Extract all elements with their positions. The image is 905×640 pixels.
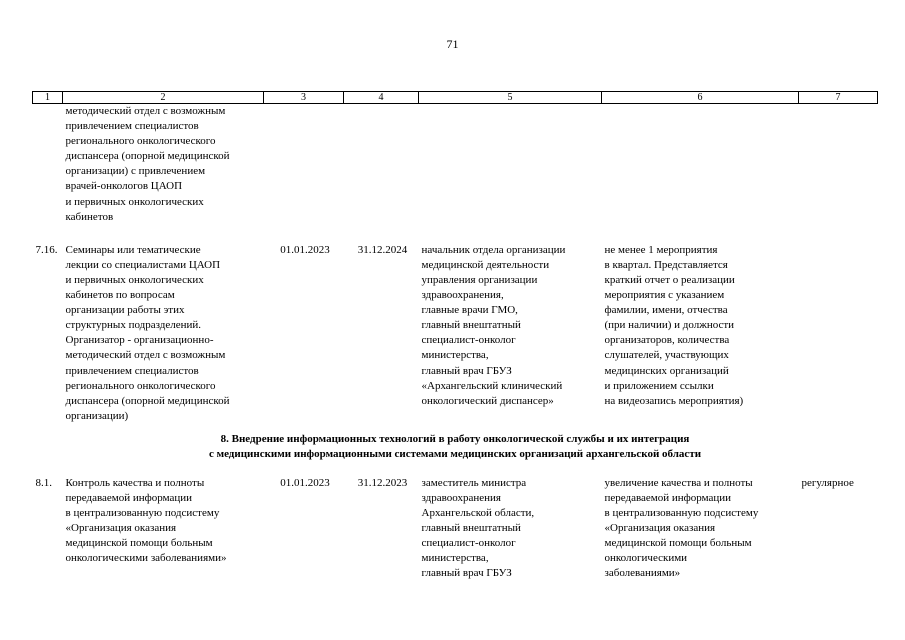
header-col-6: 6 xyxy=(602,92,799,104)
continuation-result xyxy=(602,104,799,225)
row-number: 8.1. xyxy=(35,476,52,489)
header-col-7: 7 xyxy=(799,92,878,104)
continuation-description: методический отдел с возможным привлечением специалистов регионального онкологического диспансера (опорной медицинской организации) с привлечением врачей-онкологов ЦАОП и первичных онкологических кабинетов xyxy=(65,105,230,223)
row-end-date: 31.12.2023 xyxy=(357,476,408,489)
row-periodicity xyxy=(799,243,878,424)
row-spacer xyxy=(33,225,878,243)
header-col-2: 2 xyxy=(63,92,264,104)
table-row-8-1 xyxy=(33,476,878,582)
row-responsible: заместитель министра здравоохранения Архангельской области, главный внештатный специалист-онколог министерства, главный врач ГБУЗ xyxy=(421,476,535,580)
continuation-periodicity xyxy=(799,104,878,225)
header-col-3: 3 xyxy=(264,92,344,104)
section-title-line-2: с медицинскими информационными системами медицинских организаций архангельской области xyxy=(208,447,702,460)
row-end-date: 31.12.2024 xyxy=(357,243,408,256)
row-periodicity: регулярное xyxy=(801,476,854,489)
row-result: увеличение качества и полноты передаваемой информации в централизованную подсистему «Организация оказания медицинской помощи больным онкологическими заболеваниями» xyxy=(604,476,759,580)
row-start-date: 01.01.2023 xyxy=(280,243,330,256)
table-header-row xyxy=(33,92,878,104)
row-description: Семинары или тематические лекции со специалистами ЦАОП и первичных онкологических кабинетов по вопросам организации работы этих структурных подразделений. Организатор - организационно- методический отдел с возможным привлечением специалистов регионального онкологического диспансера (опорной медицинской организации) xyxy=(65,243,230,422)
table-row-7-16 xyxy=(33,243,878,424)
row-result: не менее 1 мероприятия в квартал. Представляется краткий отчет о реализации мероприятия с указанием фамилии, имени, отчества (при наличии) и должности организаторов, количества слушателей, участвующих медицинских организаций и приложением ссылки на видеозапись мероприятия) xyxy=(604,243,744,407)
header-col-1: 1 xyxy=(33,92,63,104)
row-responsible: начальник отдела организации медицинской деятельности управления организации здравоохранения, главные врачи ГМО, главный внештатный специалист-онколог министерства, главный врач ГБУЗ «Архангельский клинический онкологический диспансер» xyxy=(421,243,566,407)
table-row-continuation xyxy=(33,104,878,225)
page-number: 71 xyxy=(446,37,459,51)
header-col-5: 5 xyxy=(419,92,602,104)
continuation-end xyxy=(344,104,419,225)
row-start-date: 01.01.2023 xyxy=(280,476,330,489)
section-heading-8 xyxy=(33,424,878,476)
row-number: 7.16. xyxy=(35,243,58,256)
continuation-num xyxy=(33,104,63,225)
section-title-line-1: 8. Внедрение информационных технологий в работу онкологической службы и их интеграция xyxy=(220,432,690,445)
header-col-4: 4 xyxy=(344,92,419,104)
row-description: Контроль качества и полноты передаваемой информации в централизованную подсистему «Организация оказания медицинской помощи больным онкологическими заболеваниями» xyxy=(65,476,227,565)
measures-table xyxy=(32,91,878,582)
continuation-responsible xyxy=(419,104,602,225)
continuation-start xyxy=(264,104,344,225)
